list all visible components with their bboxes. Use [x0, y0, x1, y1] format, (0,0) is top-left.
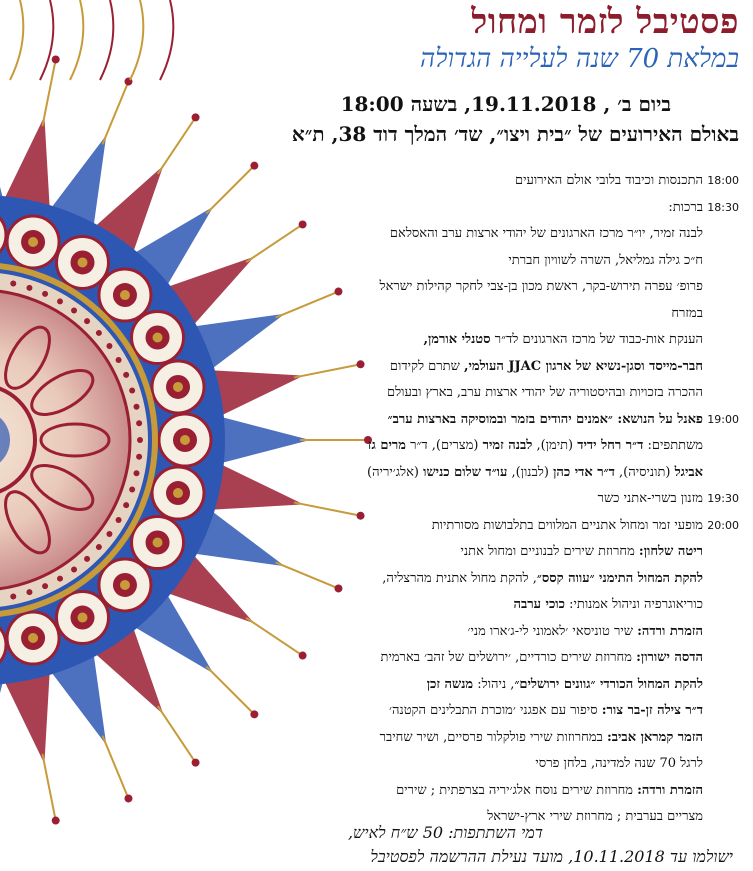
program-text — [309, 486, 707, 513]
program-text — [309, 327, 707, 354]
program-row — [309, 380, 739, 407]
program-text-part: , להקת מחול אתנית מהרצליה, — [382, 570, 537, 586]
program-text-part: להקת המחול התימני ״עווה קסס״ — [536, 570, 703, 586]
program-text — [309, 380, 707, 407]
program-text — [309, 460, 707, 487]
program-text-part: להקת המחול הכורדי ״גוונים ירושלים״ — [514, 676, 703, 692]
program-text-part: לבנה זמיר, יו״ר מרכז הארגונים של יהודי ארצות ערב והאסלאם — [389, 226, 703, 241]
program-text-part: מחרוזת שירים לבנוניים ומחול אתני — [460, 544, 639, 559]
program-text-part: ד״ר רחל ידיד — [577, 438, 644, 453]
program-row — [309, 248, 739, 275]
program-text-part: (אלג׳יריה) — [367, 464, 424, 480]
program-text-part: (תימן), — [532, 438, 578, 453]
program-text — [309, 725, 707, 752]
program-text-part: לבנה זמיר — [482, 438, 533, 453]
program-text — [309, 274, 707, 301]
program-text-part: סיפור עם אפגני ׳מוכרת התבלינים הקטנה׳ — [389, 703, 602, 718]
program-text-part: מחרוזת שירים כורדיים, ׳ירושלים של זהב׳ בארמית — [380, 650, 637, 665]
program-row — [309, 672, 739, 699]
program-text-part: סטנלי אורמן, — [423, 332, 491, 347]
program-text-part: שיר טוניסאי ׳לאמוני לי-ג׳ארו מני׳ — [467, 623, 638, 639]
program-text-part: מצריים בערבית ; מחרוזת שירי ארץ-ישראל — [487, 809, 703, 824]
program-text-part: (לבנון), — [507, 464, 554, 480]
program-row — [309, 619, 739, 646]
program-row — [309, 698, 739, 725]
program-text — [309, 168, 707, 195]
program-text-part: כוריאוגרפיה וניהול אמנותי: — [565, 597, 703, 612]
program-text-part: הזמרת ורדה: — [637, 782, 703, 798]
program-text-part: ריטה שלחון: — [638, 544, 703, 559]
program-text-part: ההכרה בזכויות ובהיסטוריה של יהודי ארצות ערב, בארץ ובעולם — [386, 385, 703, 400]
program-row — [309, 645, 739, 672]
program-row — [309, 539, 739, 566]
program-row — [309, 592, 739, 619]
program-row — [309, 195, 739, 222]
program-row — [309, 327, 739, 354]
program-text — [309, 354, 707, 381]
event-date: ביום ב׳ , 19.11.2018, בשעה 18:00 — [340, 92, 671, 116]
program-text-part: הזמרת ורדה: — [637, 623, 703, 639]
event-venue: באולם האירועים של ״בית ויצו״, שד׳ המלך דוד 38, ת״א — [291, 122, 739, 146]
program-text-part: ד״ר צילה זן-בר צור: — [601, 703, 703, 718]
program-text-part: (תוניסיה), — [614, 464, 675, 480]
program-row — [309, 566, 739, 593]
program-text-part: כוכי ערבה — [513, 597, 565, 612]
page-title: פסטיבל לזמר ומחול — [471, 2, 739, 42]
program-row — [309, 513, 739, 540]
participation-fee: דמי השתתפות: 50 ש״ח לאיש, — [347, 823, 543, 842]
program-text-part: הענקת אות-כבוד של מרכז הארגונים לד״ר — [490, 332, 703, 347]
program-text-part: פרופ׳ עפרה תירוש-בקר, ראשת מכון בן-צבי לחקר קהילות ישראל — [379, 279, 703, 294]
program-text — [309, 221, 707, 248]
program-row — [309, 354, 739, 381]
program-text — [309, 698, 707, 725]
program-text-part: מזנון בשרי-אתני כשר — [597, 491, 703, 506]
program-text — [309, 592, 707, 619]
program-text — [309, 778, 707, 805]
program-row — [309, 778, 739, 805]
program-row — [309, 301, 739, 328]
program-text-part: מנשה זכן — [426, 676, 474, 692]
program-time: 19:00 — [707, 412, 739, 426]
program-row — [309, 725, 739, 752]
program-text — [309, 301, 707, 328]
program-text-part: אביגל — [674, 464, 703, 480]
program-text-part: הדסה ישורון: — [636, 650, 703, 665]
program-row — [309, 460, 739, 487]
program-text-part: ד״ר אדי כהן — [553, 464, 615, 480]
program-text — [309, 672, 707, 699]
program-text — [309, 433, 707, 460]
program-row — [309, 221, 739, 248]
program-text — [309, 407, 707, 434]
program-text-part: שתרם לקידום — [389, 358, 464, 374]
program-row — [309, 433, 739, 460]
program-text-part: (מצרים), ד״ר — [405, 438, 483, 453]
program-text — [309, 751, 707, 778]
program-text-part: משתתפים: — [643, 438, 703, 453]
program-text-part: , ניהול: — [473, 676, 515, 692]
program-text — [309, 195, 707, 222]
program-row — [309, 168, 739, 195]
program-text-part: ברכות: — [668, 199, 703, 215]
program-text-part: חבר-מייסד וסגן-נשיא של ארגון JJAC העולמי, — [463, 358, 703, 374]
program-text-part: התכנסות וכיבוד בלובי אולם האירועים — [514, 173, 703, 188]
program-text-part: במזרח — [671, 305, 703, 321]
program-text-part: מחרוזת שירים נוסח אלג׳יריה בצרפתית ; שירים — [396, 782, 638, 798]
program-text-part: הזמר קמראן אביב: — [606, 729, 703, 745]
program-text — [309, 513, 707, 540]
program-time: 20:00 — [707, 518, 739, 532]
program-text — [309, 619, 707, 646]
program-row — [309, 274, 739, 301]
program-time: 19:30 — [707, 492, 739, 505]
program-row — [309, 486, 739, 513]
program-text — [309, 248, 707, 275]
page-subtitle: במלאת 70 שנה לעלייה הגדולה — [419, 44, 739, 74]
program-time: 18:00 — [707, 174, 739, 187]
program-text-part: במחרוזות שירי פולקלור פרסיים, ושיר שחיבר — [379, 729, 607, 745]
program-text-part: ח״כ גילה גמליאל, השרה לשוויון חברתי — [508, 252, 703, 268]
program-time: 18:30 — [707, 200, 739, 214]
program-schedule — [309, 168, 739, 831]
program-text — [309, 645, 707, 672]
program-text-part: מופעי זמר ומחול אתניים המלווים בתלבושות מסורתיות — [431, 517, 703, 533]
program-text-part: מרים גז — [367, 438, 406, 453]
program-text-part: פאנל על הנושא: ״אמנים יהודים בזמר ובמוסיקה בארצות ערב״ — [387, 411, 703, 427]
program-text — [309, 566, 707, 593]
program-text — [309, 539, 707, 566]
program-text-part: עו״ד שלום כנישו — [423, 464, 508, 480]
program-row — [309, 751, 739, 778]
program-text-part: לרגל 70 שנה למדינה, בלחן פרסי — [535, 756, 703, 771]
registration-deadline: ישולמו עד 10.11.2018, מועד נעילת ההרשמה לפסטיבל — [370, 847, 733, 866]
program-row — [309, 407, 739, 434]
